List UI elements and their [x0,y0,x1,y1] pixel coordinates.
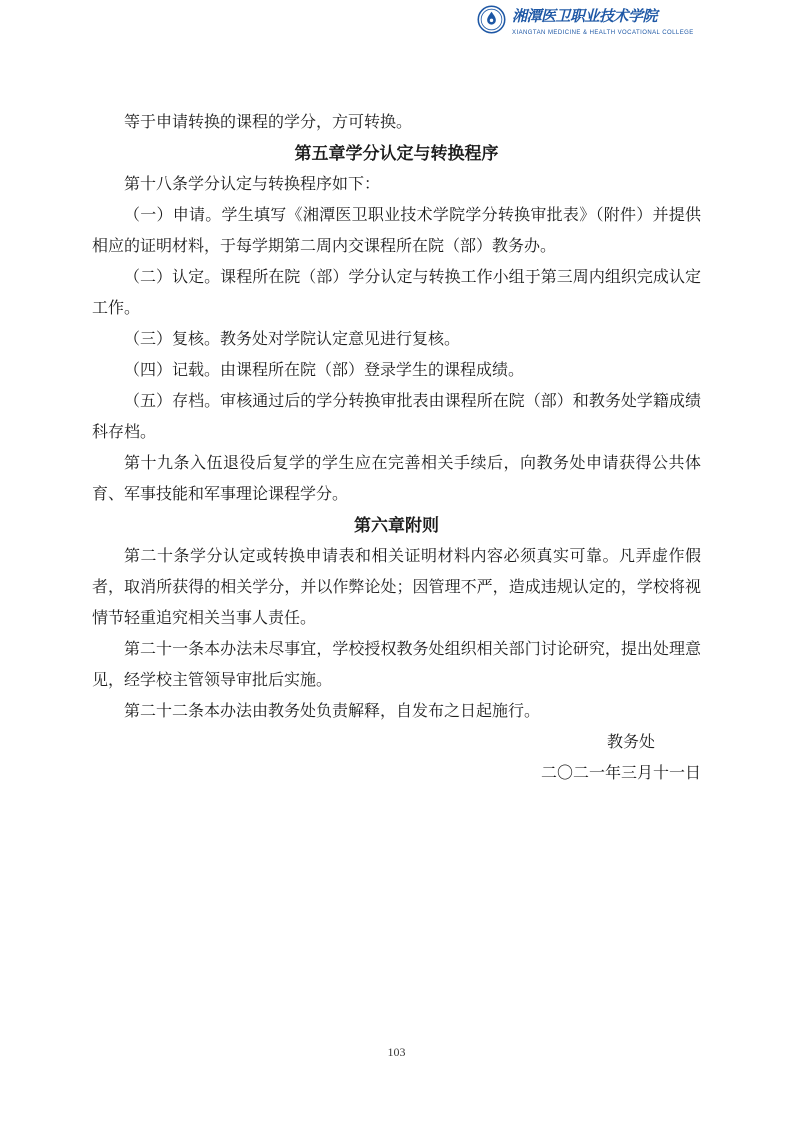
page-number: 103 [387,1045,406,1059]
paragraph-article-20: 第二十条学分认定或转换申请表和相关证明材料内容必须真实可靠。凡弄虚作假者，取消所获得的相关学分，并以作弊论处；因管理不严，造成违规认定的，学校将视情节轻重追究相关当事人责任。 [92,548,701,627]
paragraph-article-22: 第二十二条本办法由教务处负责解释，自发布之日起施行。 [124,703,541,720]
paragraph-item-4: （四）记载。由课程所在院（部）登录学生的课程成绩。 [124,362,525,379]
paragraph-item-3: （三）复核。教务处对学院认定意见进行复核。 [124,331,461,348]
document-body [92,107,701,789]
signature-date: 二〇二一年三月十一日 [540,765,701,782]
paragraph-carryover: 等于申请转换的课程的学分，方可转换。 [124,114,413,131]
college-name-block [512,5,694,37]
college-header [477,5,694,37]
paragraph-article-21: 第二十一条本办法未尽事宜，学校授权教务处组织相关部门讨论研究，提出处理意见，经学校主管领导审批后实施。 [92,641,701,689]
college-name-zh: 湘潭医卫职业技术学院 [512,9,658,25]
chapter-heading-5: 第五章学分认定与转换程序 [294,144,499,163]
paragraph-article-18: 第十八条学分认定与转换程序如下： [124,176,381,193]
paragraph-item-1: （一）申请。学生填写《湘潭医卫职业技术学院学分转换审批表》（附件）并提供相应的证明材料，于每学期第二周内交课程所在院（部）教务办。 [92,207,701,255]
paragraph-item-2: （二）认定。课程所在院（部）学分认定与转换工作小组于第三周内组织完成认定工作。 [92,269,701,317]
signature-department: 教务处 [606,734,655,751]
chapter-heading-6: 第六章附则 [354,516,439,535]
paragraph-article-19: 第十九条入伍退役后复学的学生应在完善相关手续后，向教务处申请获得公共体育、军事技能和军事理论课程学分。 [92,455,701,503]
college-name-en: XIANGTAN MEDICINE & HEALTH VOCATIONAL COLLEGE [512,30,694,36]
paragraph-item-5: （五）存档。审核通过后的学分转换审批表由课程所在院（部）和教务处学籍成绩科存档。 [92,393,701,441]
college-logo-icon [477,5,506,34]
